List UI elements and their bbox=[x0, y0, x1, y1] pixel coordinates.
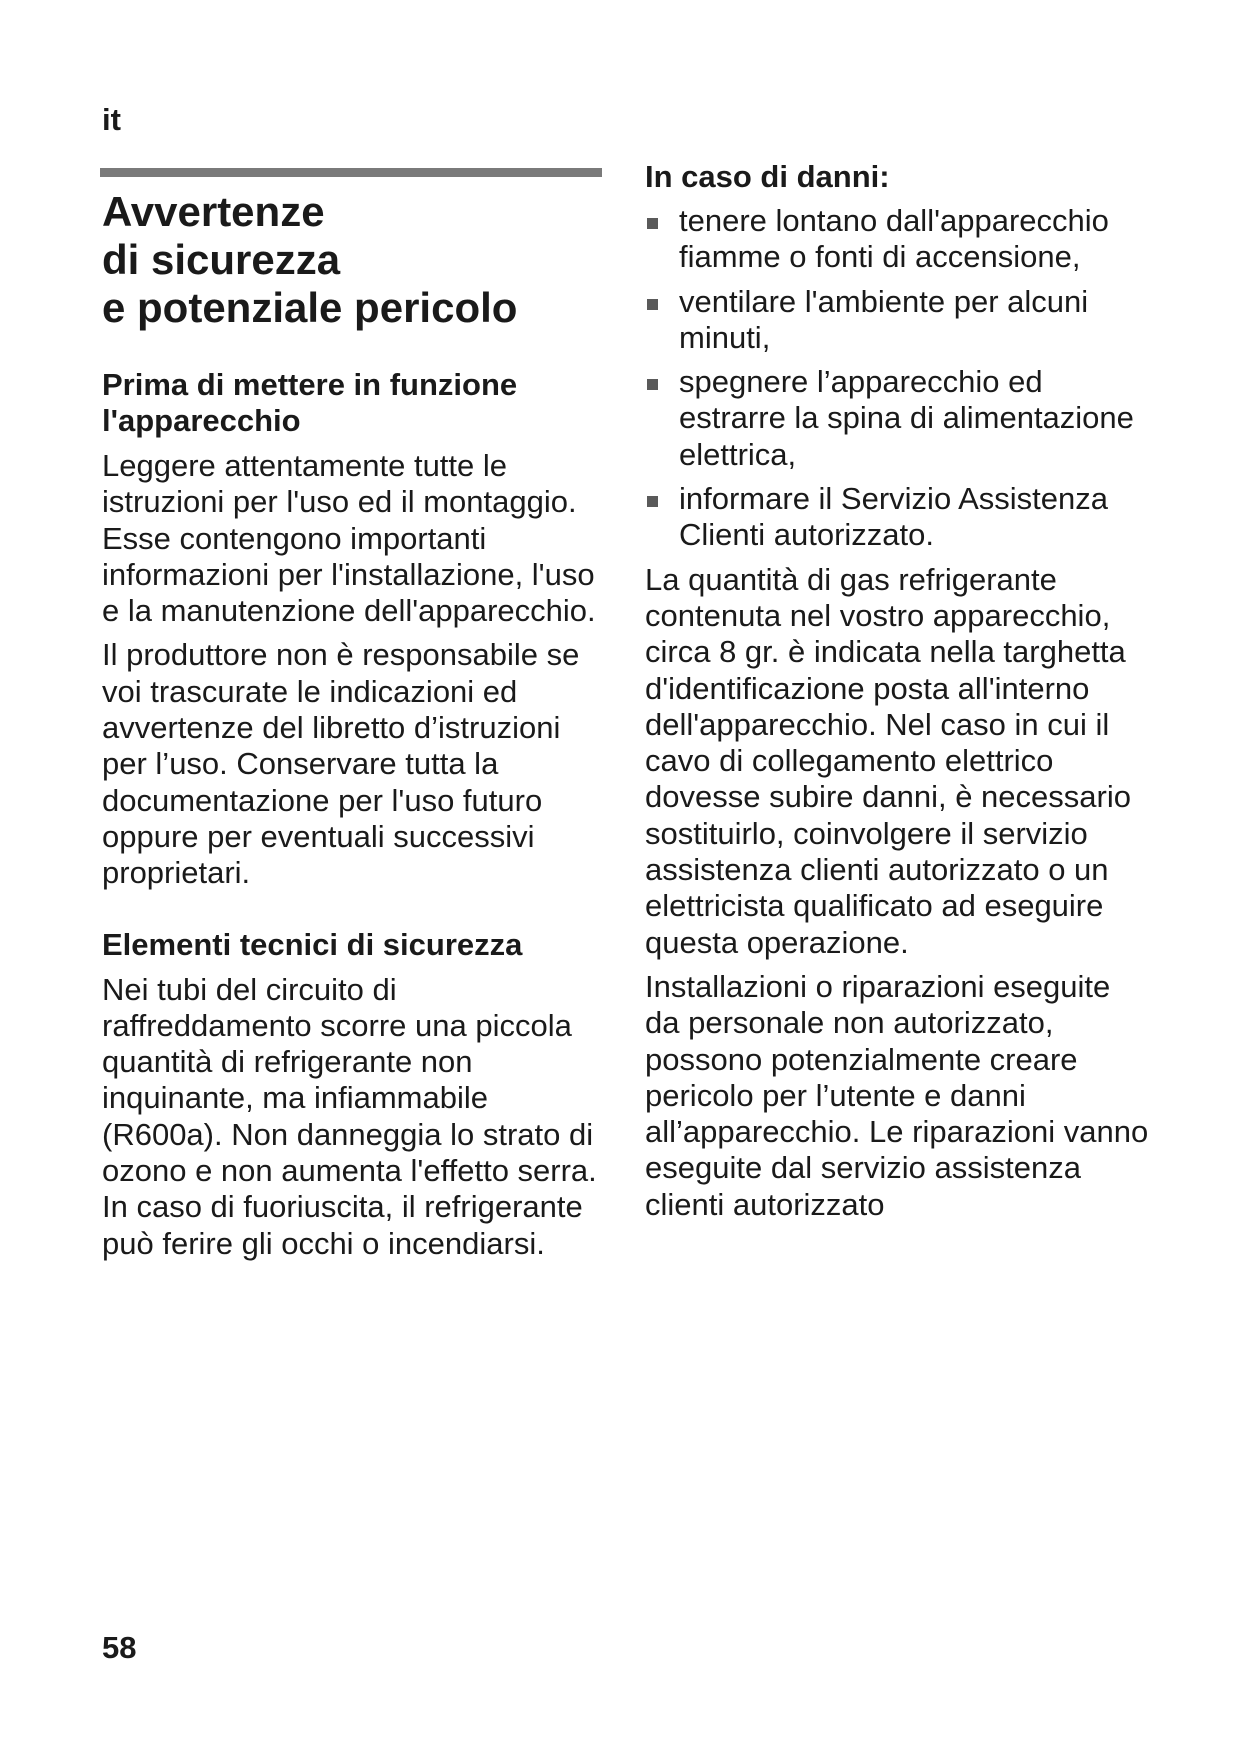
list-item-text: informare il Servizio Assistenza Clienti autorizzato. bbox=[679, 481, 1108, 553]
paragraph: Nei tubi del circuito di raffreddamento scorre una piccola quantità di refrigerante non inquinante, ma infiammabile (R600a). Non danneggia lo strato di ozono e non aumenta l'effetto serra. In caso di fuoriuscita, il refrigerante può ferire gli occhi o incendiarsi. bbox=[102, 971, 597, 1261]
list-item bbox=[645, 481, 1150, 554]
section-heading-in-case-of-damage: In caso di danni: bbox=[645, 159, 890, 194]
square-bullet-icon bbox=[647, 218, 658, 229]
page-number: 58 bbox=[102, 1630, 137, 1665]
list-item bbox=[645, 284, 1150, 357]
paragraph: Installazioni o riparazioni eseguite da personale non autorizzato, possono potenzialmente creare pericolo per l’utente e danni all’apparecchio. Le riparazioni vanno eseguite dal servizio assistenza clienti autorizzato bbox=[645, 968, 1149, 1222]
list-item bbox=[645, 364, 1150, 473]
section-divider bbox=[100, 168, 602, 177]
section-heading-safety-elements: Elementi tecnici di sicurezza bbox=[102, 926, 523, 962]
square-bullet-icon bbox=[647, 299, 658, 310]
list-item-text: ventilare l'ambiente per alcuni minuti, bbox=[679, 283, 1089, 355]
language-code: it bbox=[102, 102, 121, 137]
list-item-text: spegnere l’apparecchio ed estrarre la spina di alimentazione elettrica, bbox=[679, 364, 1134, 472]
right-column bbox=[645, 159, 1150, 1223]
page-title-line: di sicurezza bbox=[102, 236, 341, 283]
page-title-line: Avvertenze bbox=[102, 188, 325, 235]
paragraph: La quantità di gas refrigerante contenuta nel vostro apparecchio, circa 8 gr. è indicata nella targhetta d'identificazione posta all'interno dell'apparecchio. Nel caso in cui il cavo di collegamento elettrico dovesse subire danni, è necessario sostituirlo, coinvolgere il servizio assistenza clienti autorizzato o un elettricista qualificato ad eseguire questa operazione. bbox=[645, 561, 1131, 960]
left-column bbox=[102, 188, 607, 1262]
paragraph: Leggere attentamente tutte le istruzioni per l'uso ed il montaggio. Esse contengono importanti informazioni per l'installazione, l'uso e la manutenzione dell'apparecchio. bbox=[102, 448, 596, 629]
page-title bbox=[102, 188, 607, 332]
damage-instructions-list bbox=[645, 203, 1150, 554]
square-bullet-icon bbox=[647, 496, 658, 507]
list-item bbox=[645, 203, 1150, 276]
square-bullet-icon bbox=[647, 379, 658, 390]
section-heading-before-use: Prima di mettere in funzione l'apparecchio bbox=[102, 367, 518, 438]
page-title-line: e potenziale pericolo bbox=[102, 284, 518, 331]
list-item-text: tenere lontano dall'apparecchio fiamme o fonti di accensione, bbox=[679, 203, 1109, 275]
paragraph: Il produttore non è responsabile se voi trascurate le indicazioni ed avvertenze del libretto d’istruzioni per l’uso. Conservare tutta la documentazione per l'uso futuro oppure per eventuali successivi proprietari. bbox=[102, 637, 580, 891]
